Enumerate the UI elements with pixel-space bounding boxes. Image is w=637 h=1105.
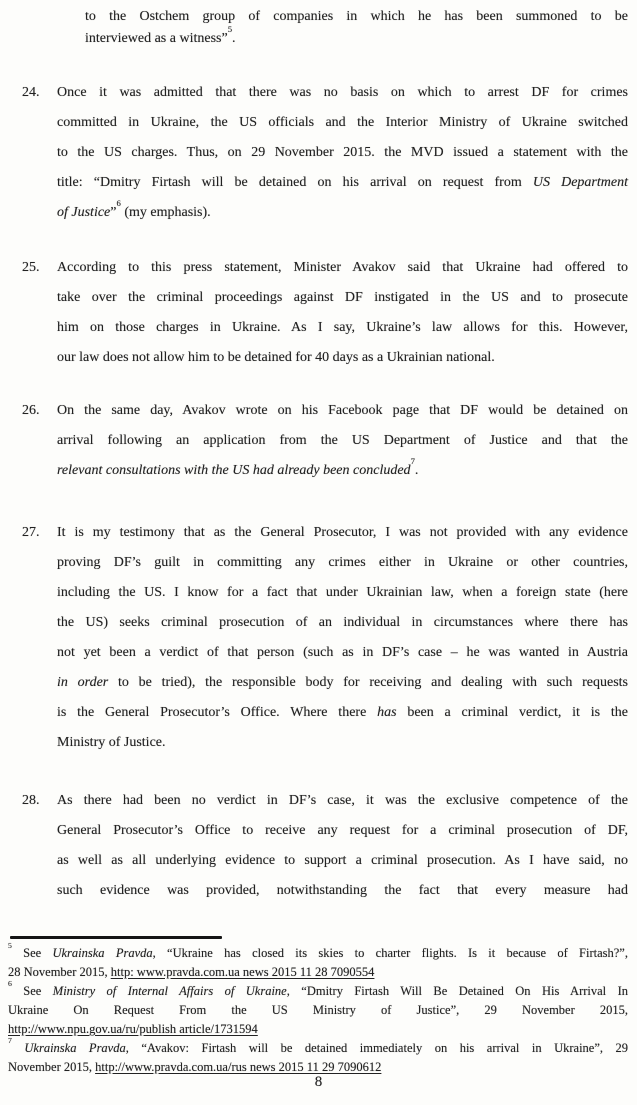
text-segment: him on those charges in Ukraine. As I say, Ukraine’s law allows for this. However, (57, 320, 628, 335)
text-segment: ” (110, 205, 117, 220)
page-number: 8 (314, 1074, 323, 1090)
text-line (57, 456, 628, 486)
footnote-marker: 7 (8, 1036, 12, 1046)
text-segment: General Prosecutor’s Office to receive any request for a criminal prosecution of DF, (57, 823, 628, 838)
footnote-marker: 5 (227, 24, 233, 35)
text-segment: including the US. I know for a fact that under Ukrainian law, when a foreign state (here (57, 585, 628, 600)
text-segment: Ukrainska Pravda (52, 946, 153, 960)
carryover-paragraph (85, 6, 628, 50)
text-line (57, 518, 628, 548)
paragraph (0, 518, 637, 758)
paragraph-lines (57, 786, 628, 906)
text-line (8, 1036, 629, 1058)
footnote (8, 1036, 629, 1077)
text-segment: to be tried), the responsible body for receiving and dealing with such requests (108, 675, 629, 690)
footnote-link[interactable]: http://www.npu.gov.ua/ru/publish article/1731594 (8, 1022, 258, 1036)
text-line (57, 283, 628, 313)
footnotes (8, 941, 629, 1077)
text-line (57, 253, 628, 283)
text-segment: take over the criminal proceedings against DF instigated in the US and to prosecute (57, 290, 628, 305)
text-segment: proving DF’s guilt in committing any crimes either in Ukraine or other countries, (57, 555, 628, 570)
paragraph (0, 78, 637, 228)
text-line (57, 638, 628, 668)
text-line (8, 979, 628, 1001)
footnote-marker: 5 (8, 941, 12, 951)
text-line (8, 1001, 628, 1020)
text-segment: As there had been no verdict in DF’s case, it was the exclusive competence of the (57, 793, 628, 808)
paragraph-number: 25. (22, 260, 40, 275)
paragraph-number: 26. (22, 403, 40, 418)
text-segment: of Justice (57, 205, 111, 220)
paragraph-lines (57, 518, 628, 758)
text-line (57, 668, 628, 698)
text-segment: , “Ukraine has closed its skies to charter flights. Is it because of Firtash?”, (152, 946, 628, 960)
text-segment: relevant consultations with the US had already been concluded (57, 463, 411, 478)
text-segment: . (414, 463, 419, 478)
text-segment: US Department (532, 175, 628, 190)
text-segment: in order (57, 675, 109, 690)
text-segment: committed in Ukraine, the US officials and the Interior Ministry of Ukraine switched (57, 115, 628, 130)
text-line (57, 728, 628, 758)
text-segment: as well as all underlying evidence to support a criminal prosecution. As I have said, no (57, 853, 628, 868)
text-segment: to the Ostchem group of companies in which he has been summoned to be (85, 9, 628, 24)
text-line (57, 78, 628, 108)
text-line (57, 816, 628, 846)
text-segment: arrival following an application from the US Department of Justice and that the (57, 433, 628, 448)
footnote-link[interactable]: http://www.pravda.com.ua/rus news 2015 11 29 7090612 (95, 1060, 382, 1074)
text-segment: Ministry of Justice. (57, 735, 166, 750)
text-line (57, 876, 628, 906)
text-segment: the US) seeks criminal prosecution of an individual in circumstances where there has (57, 615, 628, 630)
footnote-link[interactable]: http: www.pravda.com.ua news 2015 11 28 7090554 (110, 965, 375, 979)
footnote-marker: 6 (116, 198, 121, 209)
text-segment (12, 1041, 25, 1055)
text-segment: See (11, 946, 53, 960)
paragraph-number: 27. (22, 525, 40, 540)
text-segment: Ukrainska Pravda (24, 1041, 126, 1055)
footnote-separator (10, 936, 222, 939)
footnote (8, 941, 628, 982)
text-segment: our law does not allow him to be detained for 40 days as a Ukrainian national. (57, 350, 495, 365)
paragraph-lines (57, 396, 628, 486)
text-line (57, 198, 628, 228)
text-segment: Ukraine On Request From the US Ministry of Justice”, 29 November 2015, (8, 1003, 628, 1017)
text-segment: , “Avakov: Firtash will be detained immediately on his arrival in Ukraine”, 29 (125, 1041, 629, 1055)
text-segment: title: “Dmitry Firtash will be detained on his arrival on request from (57, 175, 533, 190)
text-segment: . (232, 31, 236, 46)
text-line (57, 108, 628, 138)
text-segment: been a criminal verdict, it is the (396, 705, 628, 720)
paragraph (0, 253, 637, 373)
paragraph-number: 28. (22, 793, 40, 808)
paragraph-lines (57, 78, 628, 228)
text-segment: has (377, 705, 397, 720)
text-segment: is the General Prosecutor’s Office. Where there (57, 705, 378, 720)
text-line (85, 6, 628, 28)
text-segment: , “Dmitry Firtash Will Be Detained On His Arrival In (286, 984, 628, 998)
text-segment: 28 November 2015, (8, 965, 111, 979)
text-segment: November 2015, (8, 1060, 96, 1074)
text-segment: According to this press statement, Minister Avakov said that Ukraine had offered to (57, 260, 628, 275)
footnote (8, 979, 628, 1039)
text-line (57, 396, 628, 426)
text-line (57, 548, 628, 578)
paragraph-lines (57, 253, 628, 373)
text-line (8, 941, 628, 963)
text-line (57, 168, 628, 198)
paragraph (0, 786, 637, 906)
text-segment: Ministry of Internal Affairs of Ukraine (52, 984, 287, 998)
text-segment: not yet been a verdict of that person (such as in DF’s case – he was wanted in Austria (57, 645, 628, 660)
text-segment: to the US charges. Thus, on 29 November 2015. the MVD issued a statement with the (57, 145, 628, 160)
text-segment: On the same day, Avakov wrote on his Facebook page that DF would be detained on (57, 403, 628, 418)
text-line (8, 1020, 628, 1039)
text-segment: such evidence was provided, notwithstanding the fact that every measure had (57, 883, 628, 898)
text-line (57, 786, 628, 816)
text-segment: interviewed as a witness” (85, 31, 228, 46)
text-line (57, 426, 628, 456)
text-line (85, 24, 628, 50)
text-segment: Once it was admitted that there was no basis on which to arrest DF for crimes (57, 85, 628, 100)
text-line (57, 138, 628, 168)
text-line (57, 578, 628, 608)
text-segment: It is my testimony that as the General Prosecutor, I was not provided with any evidence (57, 525, 628, 540)
text-segment: See (11, 984, 53, 998)
footnote-marker: 7 (410, 456, 415, 467)
text-line (57, 313, 628, 343)
text-line (57, 846, 628, 876)
text-segment: (my emphasis). (120, 205, 211, 220)
text-line (8, 963, 628, 982)
text-line (57, 608, 628, 638)
text-line (57, 698, 628, 728)
paragraph (0, 396, 637, 486)
text-line (57, 343, 628, 373)
paragraph-number: 24. (22, 85, 40, 100)
footnote-marker: 6 (8, 979, 12, 989)
